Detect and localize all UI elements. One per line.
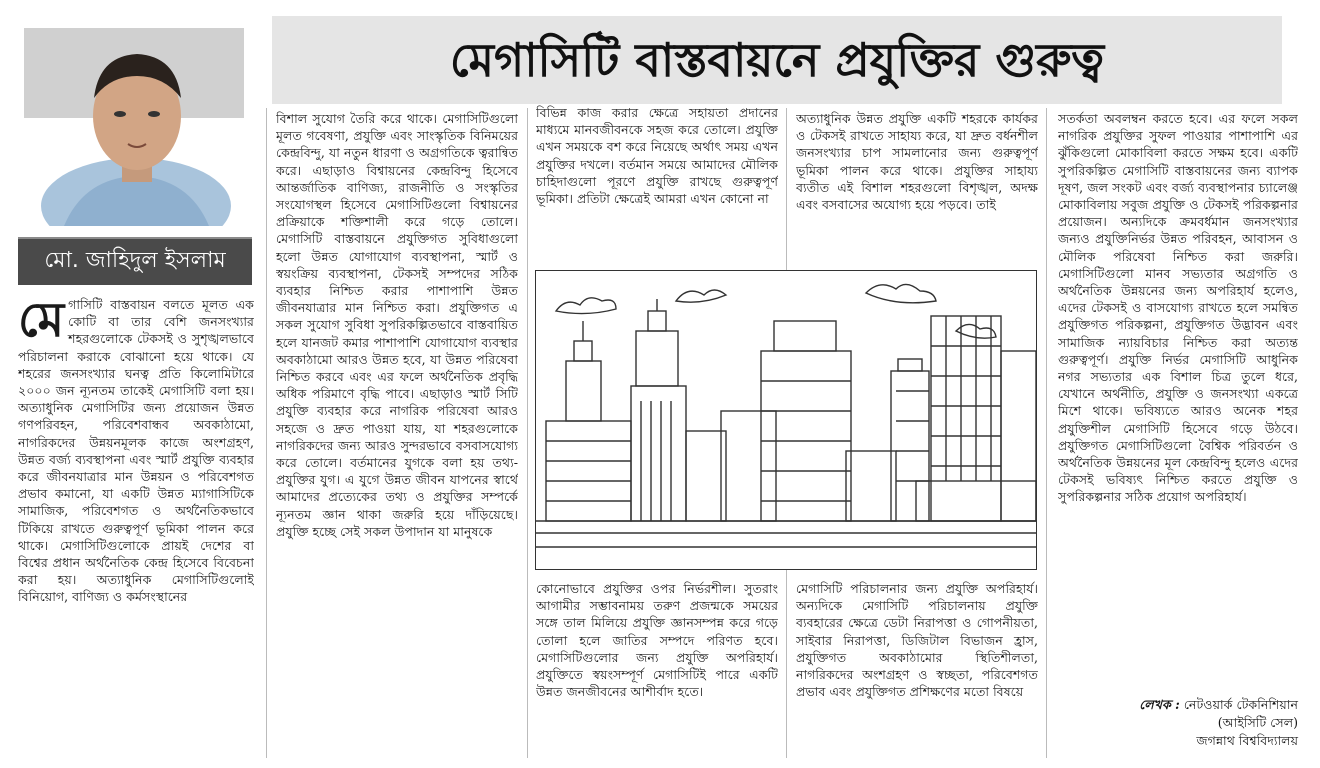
headline-banner — [272, 16, 1282, 104]
article-column-3-top — [536, 104, 778, 262]
author-info — [1058, 696, 1298, 750]
column-3-bottom-text: কোনোভাবে প্রযুক্তির ওপর নির্ভরশীল। সুতরাং আগামীর সম্ভাবনাময় তরুণ প্রজন্মকে সময়ের সঙ্গে তাল মিলিয়ে প্রযুক্তি জ্ঞানসম্পন্ন করে গড়ে তোলা হলে জাতির সম্পদে পরিণত হবে। মেগাসিটিগুলোর জন্য প্রযুক্তি অপরিহার্য। প্রযুক্তিতে স্বয়ংসম্পূর্ণ মেগাসিটিই পারে একটি উন্নত জনজীবনের আশীর্বাদ হতে। — [536, 581, 778, 700]
article-column-2 — [276, 110, 518, 756]
article-column-4-top — [796, 110, 1038, 262]
column-4-top-text: অত্যাধুনিক উন্নত প্রযুক্তি একটি শহরকে কার্যকর ও টেকসই রাখতে সাহায্য করে, যা দ্রুত বর্ধনশীল জনসংখ্যার চাপ সামলানোর জন্য গুরুত্বপূর্ণ ভূমিকা পালন করে থাকে। প্রযুক্তির সাহায্য ব্যতীত এই বিশাল শহরগুলো বিশৃঙ্খল, অদক্ষ এবং বসবাসের অযোগ্য হয়ে পড়বে। তাই — [796, 111, 1038, 213]
article-column-5 — [1058, 110, 1298, 694]
author-byline — [18, 237, 252, 285]
drop-cap: মে — [18, 296, 65, 348]
author-department: (আইসিটি সেল) — [1217, 715, 1298, 730]
column-divider — [1046, 108, 1047, 758]
column-1-text: গাসিটি বাস্তবায়ন বলতে মূলত এক কোটি বা তার বেশি জনসংখ্যার শহরগুলোকে টেকসই ও সুশৃঙ্খলভাবে পরিচালনা করাকে বোঝানো হয়ে থাকে। যে শহরের জনসংখ্যার ঘনত্ব প্রতি কিলোমিটারে ২০০০ জন ন্যূনতম তাকেই মেগাসিটি বলা হয়। অত্যাধুনিক মেগাসিটির জন্য প্রয়োজন উন্নত গণপরিবহন, পরিবেশবান্ধব অবকাঠামো, নাগরিকদের উন্নয়নমূলক কাজে অংশগ্রহণ, উন্নত বর্জ্য ব্যবস্থাপনা এবং স্মার্ট প্রযুক্তি ব্যবহার করে জীবনযাত্রার মান উন্নয়ন ও পরিবেশগত প্রভাব কমানো, যা একটি উন্নত ম্যাগাসিটিকে সামাজিক, পরিবেশগত ও অর্থনৈতিকভাবে টিকিয়ে রাখতে গুরুত্বপূর্ণ ভূমিকা পালন করে থাকে। মেগাসিটিগুলোকে প্রায়ই দেশের বা বিশ্বের প্রধান অর্থনৈতিক কেন্দ্র হিসেবে বিবেচনা করা হয়। অত্যাধুনিক মেগাসিটিগুলোই বিনিয়োগ, বাণিজ্য ও কর্মসংস্থানের — [18, 297, 254, 605]
article-column-1 — [18, 296, 254, 756]
city-skyline-illustration — [535, 270, 1037, 570]
author-photo — [24, 28, 244, 226]
column-divider — [266, 108, 267, 758]
column-2-text: বিশাল সুযোগ তৈরি করে থাকে। মেগাসিটিগুলো মূলত গবেষণা, প্রযুক্তি এবং সাংস্কৃতিক বিনিময়ের কেন্দ্রবিন্দু, যা নতুন ধারণা ও অগ্রগতিকে ত্বরান্বিত করে। এছাড়াও বিশ্বায়নের কেন্দ্রবিন্দু হিসেবে আন্তর্জাতিক বাণিজ্য, রাজনীতি ও সংস্কৃতির সংযোগস্থল হিসেবে মেগাসিটিগুলো বিশ্বায়নের প্রক্রিয়াকে শক্তিশালী করে গড়ে তোলে। মেগাসিটি বাস্তবায়নে প্রযুক্তিগত সুবিধাগুলো হলো উন্নত যোগাযোগ ব্যবস্থাপনা, স্মার্ট ও স্বয়ংক্রিয় ব্যবস্থাপনা, টেকসই সম্পদের সঠিক ব্যবহার নিশ্চিত করার পাশাপাশি উন্নত জীবনযাত্রার মান নিশ্চিত করা। প্রযুক্তিগত এ সকল সুযোগ সুবিধা সুপরিকল্পিতভাবে বাস্তবায়িত হলে যানজট কমার পাশাপাশি যোগাযোগ ব্যবস্থার অবকাঠামো আরও উন্নত হবে, যা উন্নত পরিষেবা নিশ্চিত করবে এবং এর ফলে অর্থনৈতিক প্রবৃদ্ধি অধিক পরিমাণে বৃদ্ধি পাবে। এছাড়াও স্মার্ট সিটি প্রযুক্তি ব্যবহার করে নাগরিক পরিষেবা আরও সহজে ও দ্রুত পাওয়া যায়, যা শহরগুলোকে নাগরিকদের জন্য আরও সুন্দরভাবে বসবাসযোগ্য করে তোলে। বর্তমানের যুগকে বলা হয় তথ্য-প্রযুক্তির যুগ। এ যুগে উন্নত জীবন যাপনের স্বার্থে আমাদের প্রত্যেকের তথ্য ও প্রযুক্তির সম্পর্কে ন্যূনতম জ্ঞান থাকা জরুরি হয়ে দাঁড়িয়েছে। প্রযুক্তি হচ্ছে সেই সকল উপাদান যা মানুষকে — [276, 111, 518, 539]
column-3-top-text: বিভিন্ন কাজ করার ক্ষেত্রে সহায়তা প্রদানের মাধ্যমে মানবজীবনকে সহজ করে তোলে। প্রযুক্তি এখন সময়কে বশ করে নিয়েছে অর্থাৎ সময় এখন প্রযুক্তির দখলে। বর্তমান সময়ে আমাদের মৌলিক চাহিদাগুলো পূরণে প্রযুক্তি রাখছে গুরুত্বপূর্ণ ভূমিকা। প্রতিটা ক্ষেত্রেই আমরা এখন কোনো না — [536, 105, 778, 207]
author-name: মো. জাহিদুল ইসলাম — [44, 248, 226, 273]
article-headline: মেগাসিটি বাস্তবায়নে প্রযুক্তির গুরুত্ব — [449, 33, 1105, 87]
author-institution: জগন্নাথ বিশ্ববিদ্যালয় — [1196, 733, 1298, 748]
article-column-3-bottom — [536, 580, 778, 756]
author-label: লেখক : — [1139, 697, 1180, 712]
column-divider — [527, 108, 528, 758]
column-5-text: সতর্কতা অবলম্বন করতে হবে। এর ফলে সকল নাগরিক প্রযুক্তির সুফল পাওয়ার পাশাপাশি এর ঝুঁকিগুলো মোকাবিলা করতে সক্ষম হবে। একটি সুপরিকল্পিত মেগাসিটি বাস্তবায়নের জন্য ব্যাপক দূষণ, জল সংকট এবং বর্জ্য ব্যবস্থাপনার চ্যালেঞ্জ মোকাবিলায় সবুজ প্রযুক্তি ও টেকসই পরিকল্পনার প্রয়োজন। অন্যদিকে ক্রমবর্ধমান জনসংখ্যার জন্যও প্রযুক্তিনির্ভর উন্নত পরিবহন, আবাসন ও মৌলিক পরিষেবা নিশ্চিত করা জরুরি। মেগাসিটিগুলো মানব সভ্যতার অগ্রগতি ও অর্থনৈতিক উন্নয়নের জন্য অপরিহার্য হলেও, এদের টেকসই ও বাসযোগ্য রাখতে হলে সমন্বিত প্রযুক্তিগত পরিকল্পনা, প্রযুক্তিগত উদ্ভাবন এবং সামাজিক ন্যায়বিচার নিশ্চিত করা অত্যন্ত গুরুত্বপূর্ণ। প্রযুক্তি নির্ভর মেগাসিটি আধুনিক নগর সভ্যতার এক বিশাল চিত্র তুলে ধরে, যেখানে অর্থনীতি, প্রযুক্তি ও জনসংখ্যা একত্রে মিশে থাকে। ভবিষ্যতে আরও অনেক শহর প্রযুক্তিশীল মেগাসিটি হিসেবে গড়ে উঠবে। প্রযুক্তিগত মেগাসিটিগুলো বৈশ্বিক পরিবর্তন ও অর্থনৈতিক উন্নয়নের মূল কেন্দ্রবিন্দু হলেও এদের টেকসই ভবিষ্যৎ নিশ্চিত করতে প্রযুক্তি ও সুপরিকল্পনার সঠিক প্রয়োগ অপরিহার্য। — [1058, 111, 1298, 505]
article-column-4-bottom — [796, 580, 1038, 756]
author-role: নেটওয়ার্ক টেকনিশিয়ান — [1183, 697, 1298, 712]
column-4-bottom-text: মেগাসিটি পরিচালনার জন্য প্রযুক্তি অপরিহার্য। অন্যদিকে মেগাসিটি পরিচালনায় প্রযুক্তি ব্যবহারের ক্ষেত্রে ডেটা নিরাপত্তা ও গোপনীয়তা, সাইবার নিরাপত্তা, ডিজিটাল বিভাজন হ্রাস, প্রযুক্তিগত অবকাঠামোর স্থিতিশীলতা, নাগরিকদের অংশগ্রহণ ও স্বচ্ছতা, পরিবেশগত প্রভাব এবং প্রযুক্তিগত প্রশিক্ষণের মতো বিষয়ে — [796, 581, 1038, 700]
